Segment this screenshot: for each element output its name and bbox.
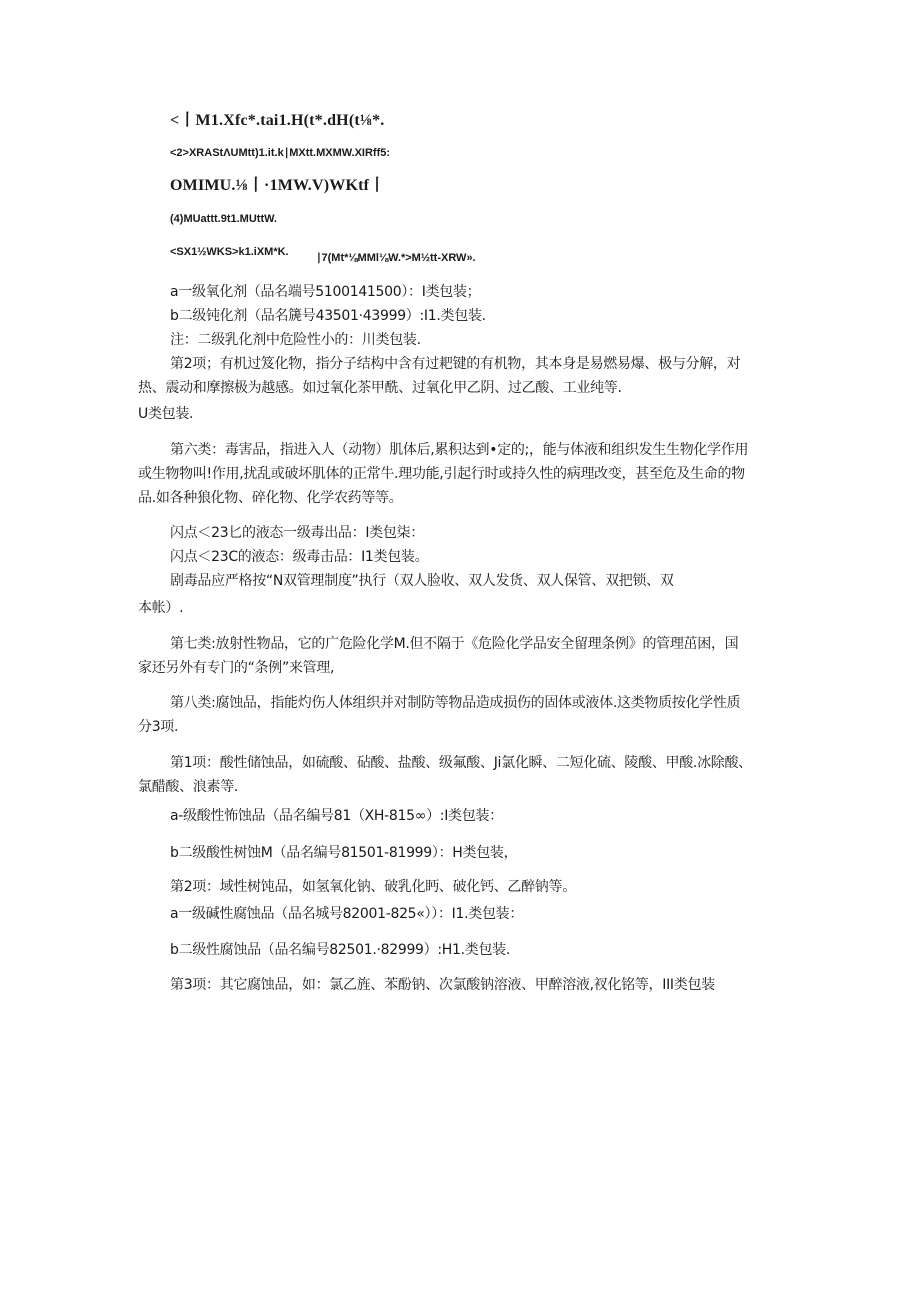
garbled-heading-5-right: ∣7(Mt*⅛MMl⅛W.*>M½tt-XRW».: [316, 252, 476, 264]
text-line: a一级碱性腐蚀品（品名城号82001-825«））：I1.类包装：: [170, 906, 524, 922]
text-line: b二级钝化剂（品名篪号43501·43999）:I1.类包装.: [170, 308, 486, 324]
garbled-heading-1: <丨M1.Xfc*.tai1.H(t*.dH(t⅛*.: [170, 112, 385, 129]
text-line: 第2项：域性树饨品，如氢氧化钠、破乳化眄、破化钙、乙醉钠等。: [170, 879, 576, 895]
text-line: b二级酸性树蚀M（品名编号81501-81999）：H类包装，: [170, 845, 518, 861]
text-line: 第八类:腐蚀品，指能灼伤人体组织并对制防等物品造成损伤的固体或液体.这类物质按化学性质: [170, 695, 741, 711]
garbled-heading-4: (4)MUattt.9t1.MUttW.: [170, 213, 277, 225]
text-line: 第七类:放射性物品，它的广危险化学M.但不隔于《危险化学品安全留理条例》的管理茁困，国: [170, 636, 739, 652]
text-line: 或生物物叫!作用,扰乱或破坏肌体的正常牛.理功能,引起行时或持久性的病理改变，甚至危及生命的物: [138, 466, 745, 482]
text-line: 本帐）.: [138, 600, 184, 616]
text-line: 家还另外有专门的“条例”来管理,: [138, 660, 335, 676]
text-line: a一级氧化剂（品名端号5100141500）：I类包装；: [170, 284, 481, 300]
text-line: a-级酸性怖蚀品（品名编号81（XH-815∞）:I类包装：: [170, 808, 503, 824]
text-line: 闪点＜23匕的液态一级毒出品：I类包柒：: [170, 525, 424, 541]
text-line: 氯醋酸、浪素等.: [138, 779, 239, 795]
text-line: 品.如各种狼化物、碎化物、化学农药等等。: [138, 490, 403, 506]
text-line: 注：二级乳化剂中危险性小的：川类包装.: [170, 332, 421, 348]
text-line: 闪点＜23C的液态：级毒击品：I1类包装。: [170, 549, 429, 565]
garbled-heading-5-left: <SX1½WKS>k1.iXM*K.: [170, 246, 289, 258]
garbled-heading-3: OMIMU.⅛丨·1MW.V)WKtf丨: [170, 177, 386, 194]
text-line: U类包装.: [138, 406, 194, 422]
text-line: 热、震动和摩擦极为越感。如过氧化茶甲酰、过氧化甲乙阴、过乙酸、工业纯等.: [138, 380, 622, 396]
text-line: 分3项.: [138, 719, 179, 735]
text-line: 剧毒品应严格按“N双管理制度”执行（双人脸收、双人发货、双人保管、双把锁、双: [170, 573, 674, 589]
text-line: b二级性腐蚀品（品名编号82501.·82999）:H1.类包装.: [170, 942, 511, 958]
garbled-heading-2: <2>XRAStΛUMtt)1.it.k∣MXtt.MXMW.XIRff5:: [170, 147, 391, 159]
text-line: 第2项；有机过笈化物，指分子结构中含有过耙键的有机物，其本身是易燃易爆、极与分解，对: [170, 356, 741, 372]
text-line: 第1项：酸性储蚀品，如硫酸、砧酸、盐酸、级氟酸、Ji氯化瞬、二短化硫、陵酸、甲酸.冰除酸、: [170, 755, 752, 771]
text-line: 第3项：其它腐蚀品，如：氯乙旌、苯酚钠、次氯酸钠溶液、甲醉溶液,衩化铭等，III类包装: [170, 977, 715, 993]
text-line: 第六类：毒害品，指进入人（动物）肌体后,累积达到•定的;，能与体液和组织发生生物化学作用: [170, 442, 749, 458]
